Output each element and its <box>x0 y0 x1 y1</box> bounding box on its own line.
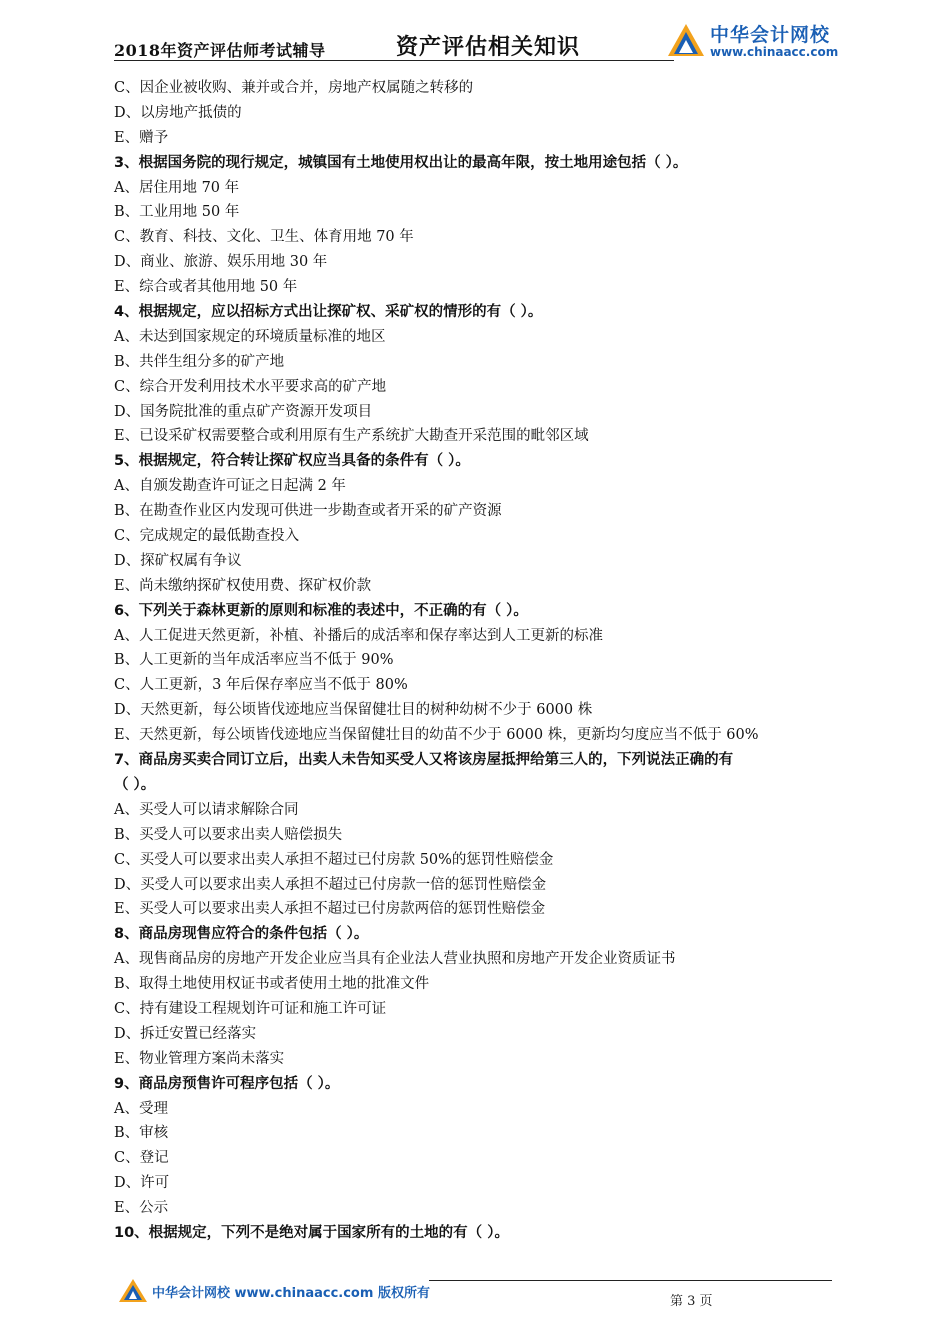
answer-option: A、自颁发勘查许可证之日起满 2 年 <box>114 478 346 495</box>
answer-option: A、人工促进天然更新，补植、补播后的成活率和保存率达到人工更新的标准 <box>114 627 603 644</box>
answer-option: E、天然更新，每公顷皆伐迹地应当保留健壮目的幼苗不少于 6000 株，更新均匀度应当不低于 60% <box>114 727 759 744</box>
header-rule <box>114 60 674 61</box>
answer-option: C、登记 <box>114 1150 169 1167</box>
answer-option: D、拆迁安置已经落实 <box>114 1025 257 1042</box>
answer-option: C、人工更新，3 年后保存率应当不低于 80% <box>114 677 408 694</box>
answer-option: A、居住用地 70 年 <box>114 179 240 196</box>
answer-option: B、人工更新的当年成活率应当不低于 90% <box>114 652 394 669</box>
question-stem: 3、根据国务院的现行规定，城镇国有土地使用权出让的最高年限，按土地用途包括（ ）。 <box>114 154 688 171</box>
answer-option: A、买受人可以请求解除合同 <box>114 801 299 818</box>
brand-logo <box>666 18 846 62</box>
answer-option: E、物业管理方案尚未落实 <box>114 1050 285 1067</box>
question-stem: 10、根据规定，下列不是绝对属于国家所有的土地的有（ ）。 <box>114 1224 509 1241</box>
logo-triangle-icon <box>666 22 706 60</box>
answer-option: E、赠予 <box>114 129 169 146</box>
answer-option: C、持有建设工程规划许可证和施工许可证 <box>114 1000 387 1017</box>
question-stem: 7、商品房买卖合同订立后，出卖人未告知买受人又将该房屋抵押给第三人的，下列说法正确的有 <box>114 752 734 769</box>
question-stem: 8、商品房现售应符合的条件包括（ ）。 <box>114 926 369 943</box>
question-stem: 9、商品房预售许可程序包括（ ）。 <box>114 1075 340 1092</box>
answer-option: D、许可 <box>114 1175 170 1192</box>
exam-title: 2018年资产评估师考试辅导 <box>114 41 326 60</box>
answer-option: D、探矿权属有争议 <box>114 552 242 569</box>
question-stem: （ ）。 <box>114 776 156 793</box>
page-number: 第 3 页 <box>670 1294 713 1309</box>
answer-option: B、取得土地使用权证书或者使用土地的批准文件 <box>114 976 430 993</box>
answer-option: E、已设采矿权需要整合或利用原有生产系统扩大勘查开采范围的毗邻区域 <box>114 428 589 445</box>
answer-option: D、天然更新，每公顷皆伐迹地应当保留健壮目的树种幼树不少于 6000 株 <box>114 702 593 719</box>
answer-option: D、以房地产抵债的 <box>114 104 242 121</box>
answer-option: D、国务院批准的重点矿产资源开发项目 <box>114 403 373 420</box>
answer-option: C、教育、科技、文化、卫生、体育用地 70 年 <box>114 229 414 246</box>
answer-option: C、买受人可以要求出卖人承担不超过已付房款 50%的惩罚性赔偿金 <box>114 851 554 868</box>
footer-copyright: 中华会计网校 www.chinaacc.com 版权所有 <box>152 1286 430 1301</box>
answer-option: E、尚未缴纳探矿权使用费、探矿权价款 <box>114 577 372 594</box>
answer-option: A、受理 <box>114 1100 168 1117</box>
answer-option: B、审核 <box>114 1125 169 1142</box>
question-content <box>114 76 844 1246</box>
question-stem: 4、根据规定，应以招标方式出让探矿权、采矿权的情形的有（ ）。 <box>114 304 543 321</box>
answer-option: C、因企业被收购、兼并或合并，房地产权属随之转移的 <box>114 80 474 96</box>
answer-option: C、完成规定的最低勘查投入 <box>114 528 300 545</box>
subject-title: 资产评估相关知识 <box>396 34 581 60</box>
answer-option: A、未达到国家规定的环境质量标准的地区 <box>114 328 386 345</box>
question-stem: 6、下列关于森林更新的原则和标准的表述中，不正确的有（ ）。 <box>114 602 528 619</box>
answer-option: B、工业用地 50 年 <box>114 204 240 221</box>
page-header <box>114 18 846 60</box>
page-footer <box>114 1278 834 1318</box>
answer-option: B、买受人可以要求出卖人赔偿损失 <box>114 826 343 843</box>
answer-option: E、综合或者其他用地 50 年 <box>114 279 298 296</box>
answer-option: D、商业、旅游、娱乐用地 30 年 <box>114 254 328 271</box>
answer-option: E、公示 <box>114 1200 169 1217</box>
logo-url: www.chinaacc.com <box>710 45 839 59</box>
answer-option: D、买受人可以要求出卖人承担不超过已付房款一倍的惩罚性赔偿金 <box>114 876 547 893</box>
logo-name: 中华会计网校 <box>710 24 831 46</box>
answer-option: C、综合开发利用技术水平要求高的矿产地 <box>114 378 387 395</box>
question-stem: 5、根据规定，符合转让探矿权应当具备的条件有（ ）。 <box>114 453 470 470</box>
answer-option: A、现售商品房的房地产开发企业应当具有企业法人营业执照和房地产开发企业资质证书 <box>114 951 676 968</box>
footer-rule <box>429 1280 832 1281</box>
footer-logo-icon <box>118 1278 148 1304</box>
answer-option: E、买受人可以要求出卖人承担不超过已付房款两倍的惩罚性赔偿金 <box>114 901 546 918</box>
answer-option: B、共伴生组分多的矿产地 <box>114 353 285 370</box>
answer-option: B、在勘查作业区内发现可供进一步勘查或者开采的矿产资源 <box>114 503 502 520</box>
